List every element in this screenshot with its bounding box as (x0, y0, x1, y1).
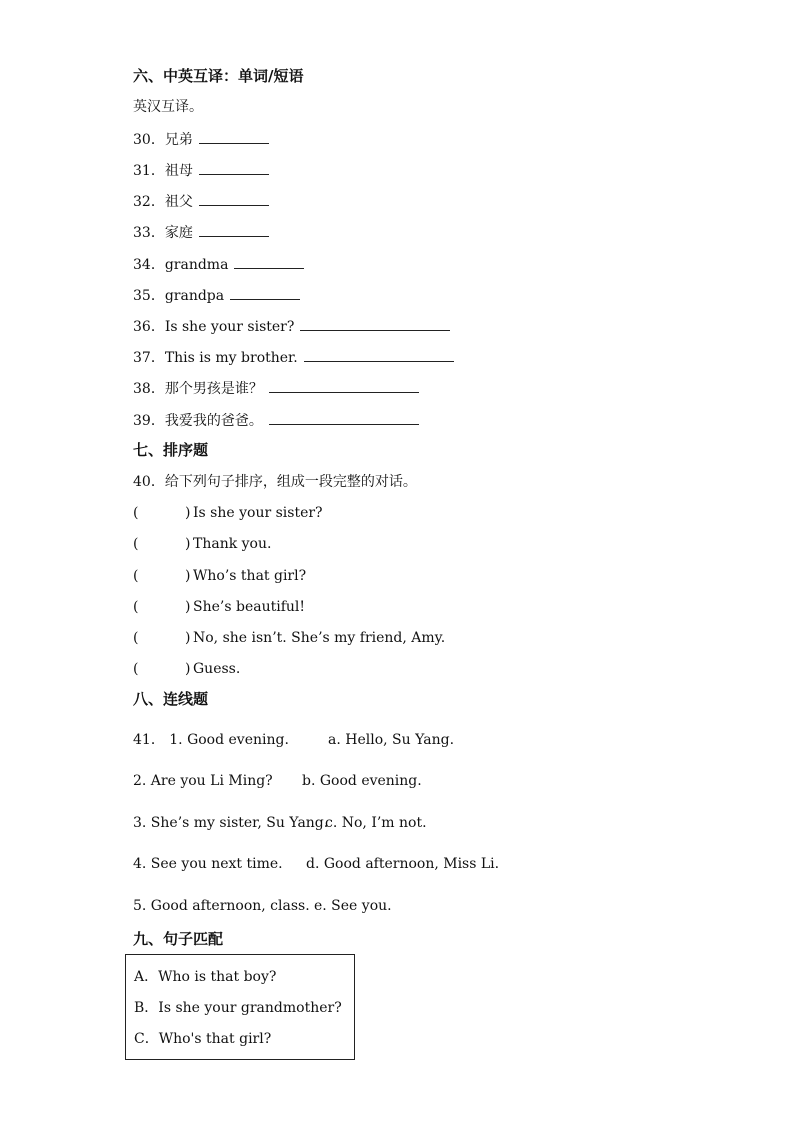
ordering-sentence: She’s beautiful! (193, 599, 305, 615)
answer-blank[interactable] (269, 410, 419, 425)
question-text: grandpa (164, 288, 225, 304)
order-blank[interactable]: ( ) (133, 630, 191, 646)
option-b: B．Is she your grandmother? (134, 1000, 342, 1016)
ordering-item (133, 597, 305, 617)
question-38 (133, 378, 419, 399)
question-37 (133, 347, 454, 368)
ordering-sentence: Guess. (193, 661, 241, 677)
match-left[interactable]: 2. Are you Li Ming? (133, 773, 273, 789)
question-text: 我爱我的爸爸。 (164, 413, 263, 429)
ordering-item (133, 534, 271, 554)
ordering-item (133, 659, 240, 679)
question-number: 34． (133, 257, 165, 273)
question-number: 33． (133, 225, 165, 241)
question-32 (133, 191, 269, 212)
match-left[interactable]: 5. Good afternoon, class. (133, 898, 310, 914)
order-blank[interactable]: ( ) (133, 536, 191, 552)
ordering-sentence: Who’s that girl? (193, 568, 307, 584)
question-35 (133, 285, 300, 306)
option-a: A．Who is that boy? (134, 969, 277, 985)
match-right[interactable]: c. No, I’m not. (325, 815, 427, 831)
question-text: 祖母 (164, 163, 193, 179)
question-text: 那个男孩是谁？ (164, 381, 263, 397)
options-box (125, 954, 355, 1060)
question-number: 36． (133, 319, 165, 335)
question-39 (133, 410, 419, 431)
answer-blank[interactable] (199, 160, 269, 175)
question-number: 35． (133, 288, 165, 304)
answer-blank[interactable] (199, 191, 269, 206)
question-number: 38． (133, 381, 165, 397)
question-text: 祖父 (164, 194, 193, 210)
answer-blank[interactable] (230, 285, 300, 300)
ordering-item (133, 566, 306, 586)
question-30 (133, 129, 269, 150)
option-c: C．Who's that girl? (134, 1031, 272, 1047)
question-34 (133, 254, 304, 275)
question-number: 37． (133, 350, 165, 366)
section-9-heading: 九、句子匹配 (133, 930, 224, 948)
question-text: grandma (164, 257, 229, 273)
match-right[interactable]: b. Good evening. (302, 773, 422, 789)
answer-blank[interactable] (304, 347, 454, 362)
section-7-instruction: 40．给下列句子排序，组成一段完整的对话。 (133, 474, 417, 490)
question-text: This is my brother. (164, 350, 298, 366)
ordering-sentence: No, she isn’t. She’s my friend, Amy. (193, 630, 446, 646)
answer-blank[interactable] (199, 129, 269, 144)
section-7-heading: 七、排序题 (133, 441, 209, 459)
answer-blank[interactable] (269, 378, 419, 393)
question-33 (133, 222, 269, 243)
match-left[interactable]: 41． 1. Good evening. (133, 732, 289, 748)
answer-blank[interactable] (300, 316, 450, 331)
order-blank[interactable]: ( ) (133, 568, 191, 584)
answer-blank[interactable] (234, 254, 304, 269)
match-left[interactable]: 4. See you next time. (133, 856, 283, 872)
match-left[interactable]: 3. She’s my sister, Su Yang. (133, 815, 329, 831)
question-36 (133, 316, 450, 337)
ordering-sentence: Is she your sister? (193, 505, 323, 521)
question-number: 30． (133, 132, 165, 148)
order-blank[interactable]: ( ) (133, 599, 191, 615)
answer-blank[interactable] (199, 222, 269, 237)
section-6-instruction: 英汉互译。 (133, 99, 203, 115)
question-number: 32． (133, 194, 165, 210)
match-right[interactable]: d. Good afternoon, Miss Li. (306, 856, 500, 872)
question-31 (133, 160, 269, 181)
question-number: 31． (133, 163, 165, 179)
ordering-item (133, 628, 445, 648)
section-8-heading: 八、连线题 (133, 690, 209, 708)
order-blank[interactable]: ( ) (133, 505, 191, 521)
question-text: 家庭 (164, 225, 193, 241)
ordering-sentence: Thank you. (193, 536, 272, 552)
ordering-item (133, 503, 323, 523)
match-right[interactable]: e. See you. (314, 898, 392, 914)
match-right[interactable]: a. Hello, Su Yang. (328, 732, 455, 748)
section-6-heading: 六、中英互译：单词/短语 (133, 67, 304, 85)
question-text: Is she your sister? (164, 319, 295, 335)
question-text: 兄弟 (164, 132, 193, 148)
order-blank[interactable]: ( ) (133, 661, 191, 677)
question-number: 39． (133, 413, 165, 429)
